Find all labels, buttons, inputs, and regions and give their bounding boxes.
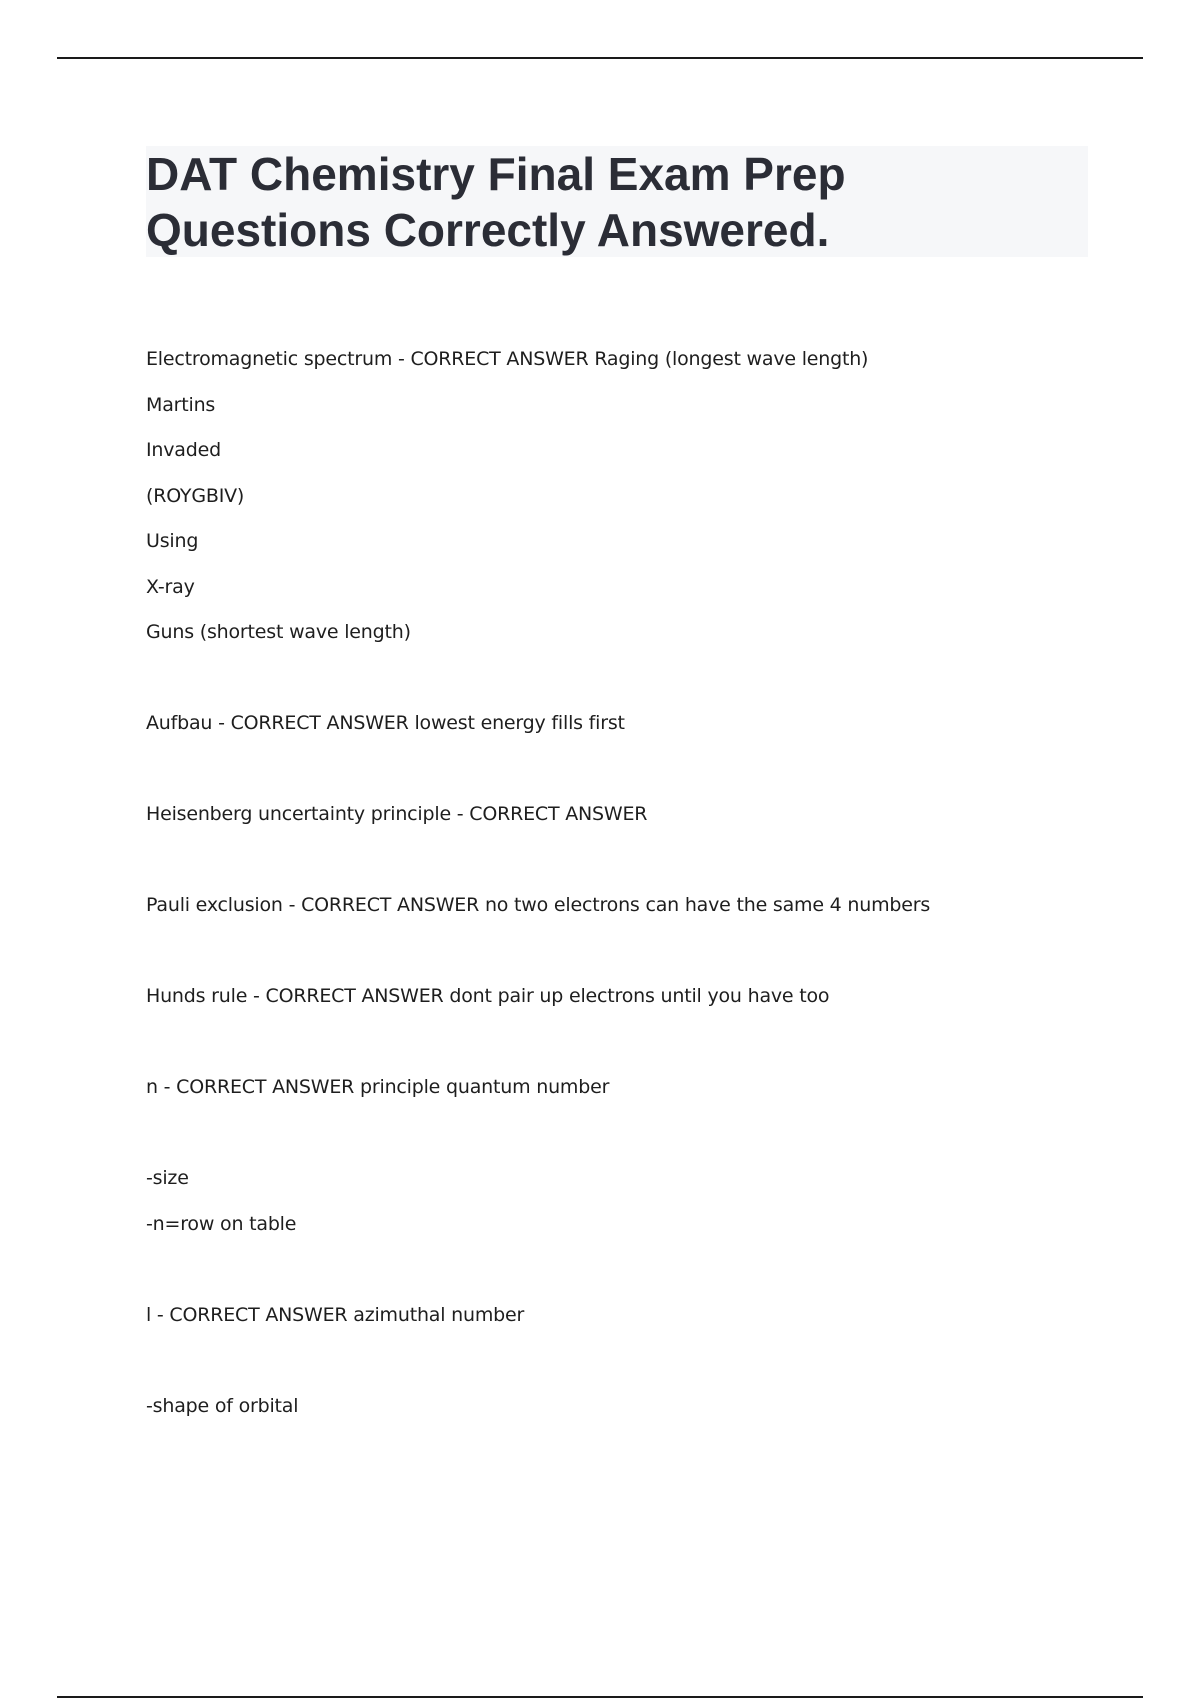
entry-n-row: -n=row on table (146, 1213, 297, 1235)
entry-aufbau: Aufbau - CORRECT ANSWER lowest energy fills first (146, 712, 625, 734)
entry-guns: Guns (shortest wave length) (146, 621, 411, 643)
entry-pauli-exclusion: Pauli exclusion - CORRECT ANSWER no two electrons can have the same 4 numbers (146, 894, 931, 916)
entry-electromagnetic-spectrum: Electromagnetic spectrum - CORRECT ANSWER Raging (longest wave length) (146, 348, 869, 370)
entry-size: -size (146, 1167, 189, 1189)
entry-martins: Martins (146, 394, 216, 416)
entry-shape-of-orbital: -shape of orbital (146, 1395, 299, 1417)
title-line-1: DAT Chemistry Final Exam Prep (146, 148, 846, 200)
entry-n-quantum-number: n - CORRECT ANSWER principle quantum number (146, 1076, 610, 1098)
entry-l-azimuthal: l - CORRECT ANSWER azimuthal number (146, 1304, 525, 1326)
top-rule (57, 57, 1143, 59)
title-banner (146, 146, 1088, 257)
entry-hunds-rule: Hunds rule - CORRECT ANSWER dont pair up electrons until you have too (146, 985, 830, 1007)
entry-heisenberg: Heisenberg uncertainty principle - CORRECT ANSWER (146, 803, 648, 825)
bottom-rule (57, 1696, 1143, 1698)
entry-invaded: Invaded (146, 439, 221, 461)
page-title (146, 146, 1088, 258)
entry-x-ray: X-ray (146, 576, 195, 598)
entry-roygbiv: (ROYGBIV) (146, 485, 245, 507)
entry-using: Using (146, 530, 199, 552)
title-line-2: Questions Correctly Answered. (146, 204, 830, 256)
